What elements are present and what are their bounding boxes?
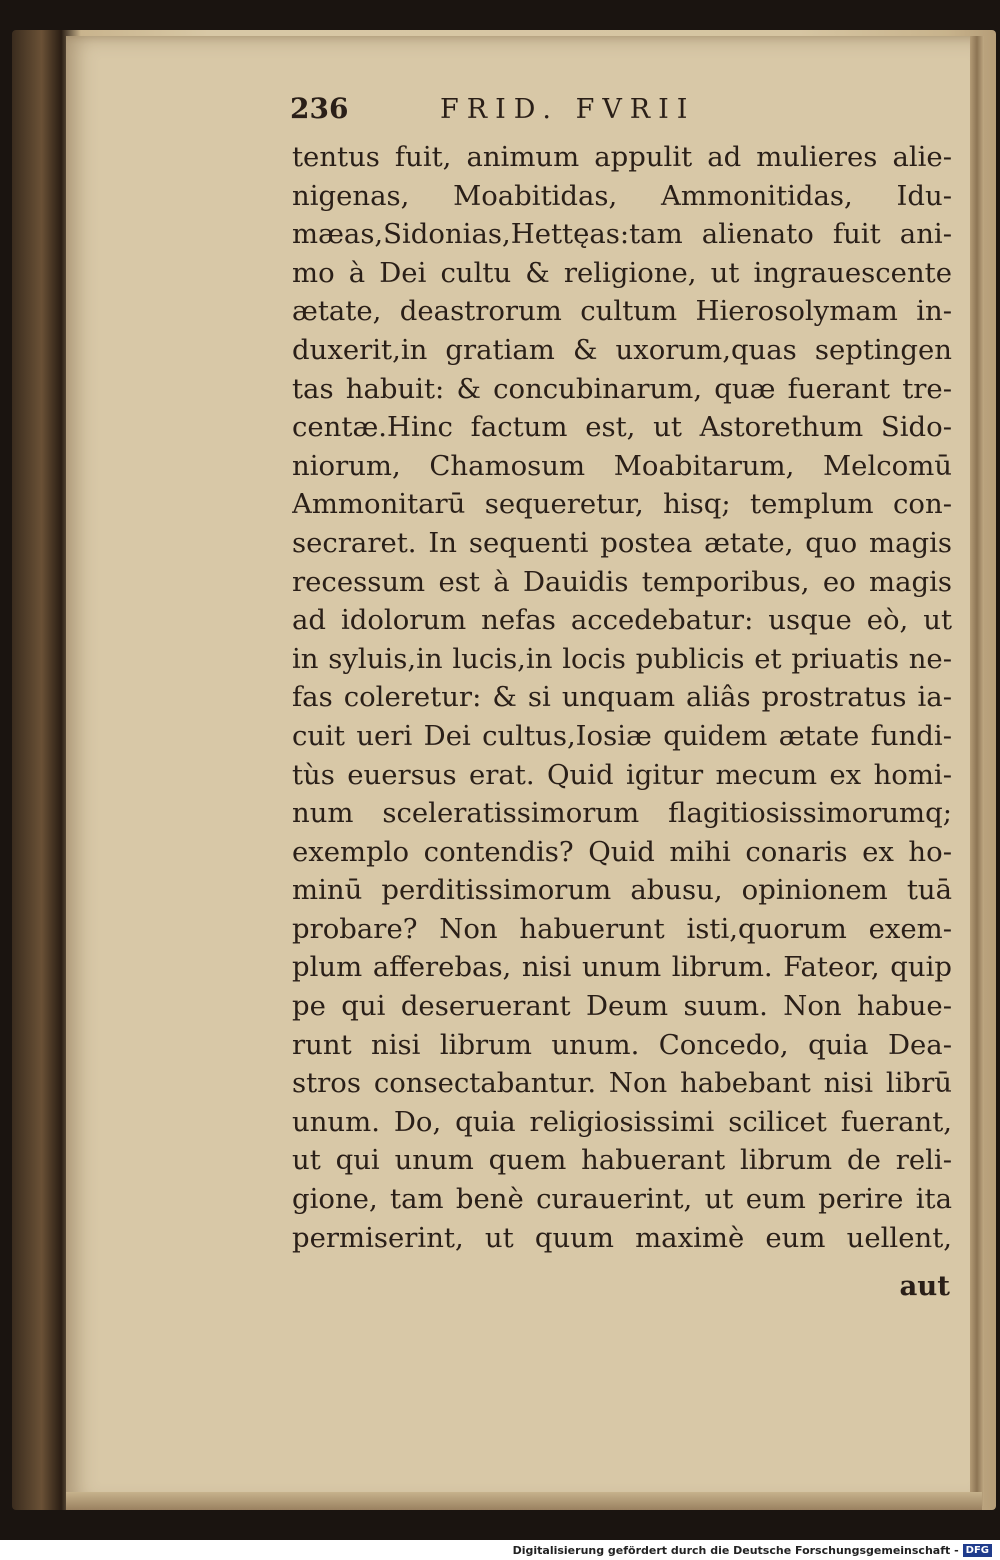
page-header <box>290 92 810 132</box>
dfg-logo-icon: DFG <box>963 1544 992 1557</box>
digitization-footer <box>0 1540 1000 1560</box>
body-text <box>292 138 952 1257</box>
text-line: unum. Do, quia religiosissimi scilicet fuerant, <box>292 1105 952 1138</box>
text-line: plum afferebas, nisi unum librum. Fateor, quip <box>292 951 952 984</box>
text-line: num sceleratissimorum flagitiosissimorumq; <box>292 797 952 830</box>
text-line: secraret. In sequenti postea ætate, quo magis <box>292 526 952 559</box>
text-line: minū perditissimorum abusu, opinionem tuā <box>292 874 952 907</box>
text-line: niorum, Chamosum Moabitarum, Melcomū <box>292 449 952 482</box>
text-line: centæ.Hinc factum est, ut Astorethum Sido- <box>292 411 952 444</box>
running-head: FRID. FVRII <box>440 94 696 125</box>
page-edge-right <box>970 36 984 1506</box>
text-line: mo à Dei cultu & religione, ut ingrauescente <box>292 256 952 289</box>
text-line: tentus fuit, animum appulit ad mulieres alie- <box>292 141 952 173</box>
text-line: exemplo contendis? Quid mihi conaris ex ho- <box>292 835 952 868</box>
text-line: gione, tam benè curauerint, ut eum perire ita <box>292 1183 952 1216</box>
text-line: mæas,Sidonias,Hettęas:tam alienato fuit ani- <box>292 218 952 251</box>
text-line: stros consectabantur. Non habebant nisi librū <box>292 1067 952 1100</box>
text-line: cuit ueri Dei cultus,Iosiæ quidem ætate fundi- <box>292 719 952 752</box>
text-line: Ammonitarū sequeretur, hisq; templum con- <box>292 488 952 521</box>
page-number: 236 <box>290 92 349 125</box>
text-line: pe qui deseruerant Deum suum. Non habue- <box>292 990 952 1023</box>
text-line: nigenas, Moabitidas, Ammonitidas, Idu- <box>292 179 952 212</box>
text-line: runt nisi librum unum. Concedo, quia Dea- <box>292 1028 952 1061</box>
text-line: in syluis,in lucis,in locis publicis et priuatis ne- <box>292 642 952 675</box>
page-edge-bottom <box>66 1492 982 1510</box>
text-line: duxerit,in gratiam & uxorum,quas septingen <box>292 333 952 366</box>
text-line: fas coleretur: & si unquam aliâs prostratus ia- <box>292 681 952 714</box>
text-line: ut qui unum quem habuerant librum de reli- <box>292 1144 952 1177</box>
text-line: probare? Non habuerunt isti,quorum exem- <box>292 912 952 945</box>
text-line: tùs euersus erat. Quid igitur mecum ex homi- <box>292 758 952 791</box>
text-line: recessum est à Dauidis temporibus, eo magis <box>292 565 952 598</box>
text-line: tas habuit: & concubinarum, quæ fuerant tre- <box>292 372 952 405</box>
text-line: permiserint, ut quum maximè eum uellent, <box>292 1221 952 1254</box>
text-line: ad idolorum nefas accedebatur: usque eò, ut <box>292 604 952 637</box>
text-line: ætate, deastrorum cultum Hierosolymam in- <box>292 295 952 328</box>
catchword: aut <box>899 1270 950 1302</box>
footer-credit: Digitalisierung gefördert durch die Deutsche Forschungsgemeinschaft - <box>512 1543 959 1557</box>
